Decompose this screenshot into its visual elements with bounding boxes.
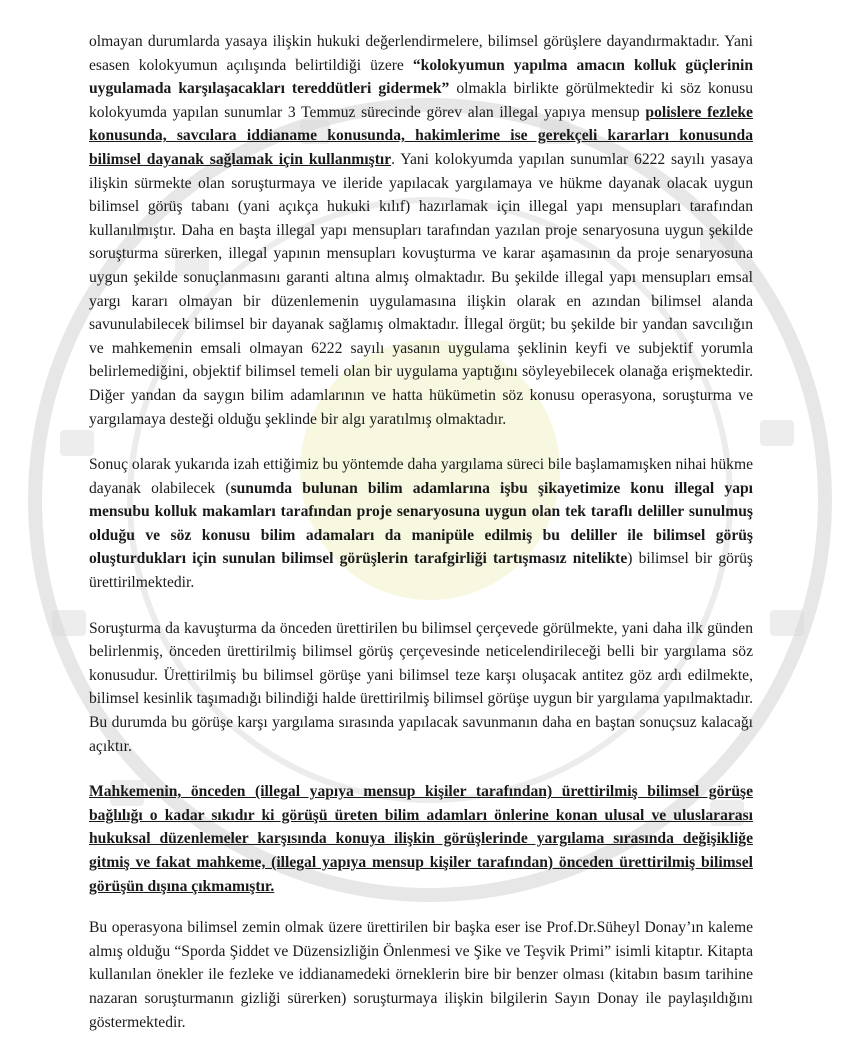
emphasis-segment: polislere fezleke konusunda, savcılara iddianame konusunda, hakimlerime ise gerekçeli kararları konusunda bilimsel dayanak sağlamak için kullanmıştır	[89, 103, 753, 168]
text-segment: olmakla birlikte görülmektedir ki söz konusu kolokyumda yapılan sunumlar 3 Temmuz sürecinde görev alan illegal yapıya mensup	[89, 80, 753, 121]
text-segment: Sonuç olarak yukarıda izah ettiğimiz bu yöntemde daha yargılama süreci bile başlamamışken nihai hükme dayanak olabilecek (	[89, 456, 753, 497]
paragraph	[89, 916, 753, 1034]
text-segment: ) bilimsel bir görüş ürettirilmektedir.	[89, 550, 754, 592]
text-segment: Bu operasyona bilimsel zemin olmak üzere ürettirilen bir başka eser ise Prof.Dr.Süheyl Donay’ın kaleme almış olduğu “Sporda Şiddet ve Düzensizliğin Önlenmesi ve Şike ve Teşvik Primi” isimli kitaptır. Kitapta kullanılan önekler ile fezleke ve iddianamedeki örneklerin bire bir benzer olması (kitabın basım tarihine nazaran soruşturmanın gizliği sürerken) soruşturmaya ilişkin bilgilerin Sayın Donay ile paylaşıldığını göstermektedir.	[89, 919, 753, 1031]
paragraph	[89, 30, 753, 431]
emphasis-segment: “kolokyumun yapılma amacın kolluk güçlerinin uygulamada karşılaşacakları tereddütleri gidermek”	[89, 56, 753, 98]
text-segment: Soruşturma da kavuşturma da önceden ürettirilen bu bilimsel çerçevede görülmekte, yani daha ilk günden belirlenmiş, önceden ürettirilmiş bilimsel görüş çerçevesinde neticelendirileceği belli bir yargılama söz konusudur. Ürettirilmiş bu bilimsel görüşe yani bilimsel teze karşı oluşacak antitez göz ardı edilmekte, bilimsel kesinlik taşımadığı bilindiği halde ürettirilmiş bilimsel görüşe uygun bir yargılama yapılmaktadır. Bu durumda bu görüşe karşı yargılama sırasında yapılacak savunmanın daha en baştan sonuçsuz kalacağı açıktır.	[89, 619, 753, 755]
paragraph	[89, 617, 753, 759]
emphasis-segment: Mahkemenin, önceden (illegal yapıya mensup kişiler tarafından) ürettirilmiş bilimsel görüşe bağlılığı o kadar sıkıdır ki görüşü üreten bilim adamları önlerine konan ulusal ve uluslararası hukuksal düzenlemeler karşısında konuya ilişkin görüşlerinde yargılama sırasında değişikliğe gitmiş ve fakat mahkeme, (illegal yapıya mensup kişiler tarafından) önceden ürettirilmiş bilimsel görüşün dışına çıkmamıştır.	[89, 783, 753, 895]
paragraph	[89, 453, 753, 595]
document-body	[89, 30, 753, 1056]
text-segment: . Yani kolokyumda yapılan sunumlar 6222 sayılı yasaya ilişkin sürmekte olan soruşturmaya ve ileride yapılacak yargılamaya ve hükme dayanak olacak uygun bilimsel görüş tabanı (yani açıkça hukuki kılıf) hazırlamak için illegal yapı mensupları tarafından kullanılmıştır. Daha en başta illegal yapı mensupları tarafından yazılan proje senaryosuna uygun şekilde soruşturma sürerken, illegal yapının mensupları kovuşturma ve karar aşamasının da proje senaryosuna uygun şekilde sonuçlanmasını garanti altına almış olmaktadır. Bu şekilde illegal yapı mensupları emsal yargı kararı olmayan bir düzenlemenin uygulamasına ilişkin olarak en azından bilimsel alanda savunulabilecek bilimsel bir dayanak sağlamış olmaktadır. İllegal örgüt; bu şekilde bir yandan savcılığın ve mahkemenin emsali olmayan 6222 sayılı yasanın uygulama şeklinin keyfi ve subjektif yorumla belirlemediğini, objektif bilimsel temeli olan bir uygulama yaptığını söyleyebilecek olanağa erişmektedir. Diğer yandan da saygın bilim adamlarının ve hatta hükümetin söz konusu operasyona, soruşturma ve yargılamaya desteği olduğu şeklinde bir algı yaratılmış olmaktadır.	[89, 150, 754, 428]
paragraph	[89, 780, 753, 898]
text-segment: olmayan durumlarda yasaya ilişkin hukuki değerlendirmelere, bilimsel görüşlere dayandırmaktadır. Yani esasen kolokyumun açılışında belirtildiği üzere	[89, 33, 753, 74]
emphasis-segment: sunumda bulunan bilim adamlarına işbu şikayetimize konu illegal yapı mensubu kolluk makamları tarafından proje senaryosuna uygun olan tek taraflı deliller sunulmuş olduğu ve söz konusu bilim adamaları da manipüle edilmiş bu deliller ile bilimsel görüş oluşturdukları için sunulan bilimsel görüşlerin tarafgirliği tartışmasız nitelikte	[89, 479, 753, 568]
